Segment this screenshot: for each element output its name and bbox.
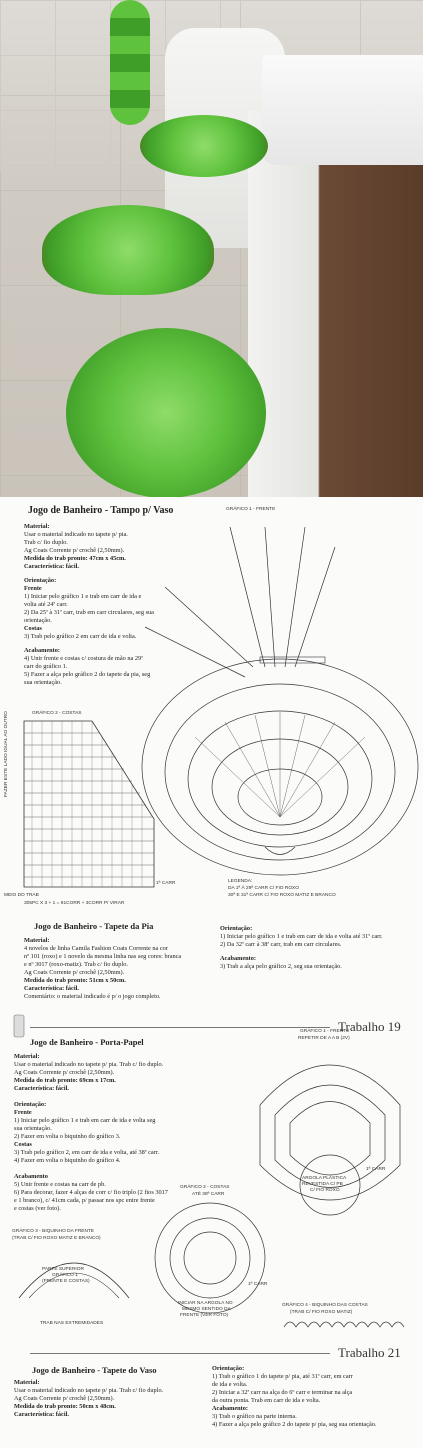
iniciar-label-2: MESMO SENTIDO DA <box>182 1307 231 1312</box>
thread-spool-icon <box>12 1013 26 1039</box>
porta-g2-sub: ATÉ 38ª CARR <box>192 1192 225 1197</box>
porta-g3-sub: (TRAB C/ FIO ROXO MATIZ E BRANCO) <box>12 1236 101 1241</box>
porta-g1-sub: REPETIR DE A A B (2V) <box>298 1036 350 1041</box>
chart-porta-g2 <box>150 1200 270 1315</box>
chart-porta-g1 <box>250 1045 410 1225</box>
work-number-19: Trabalho 19 <box>338 1019 401 1034</box>
pattern-page-2 <box>0 917 423 1448</box>
work-number-21: Trabalho 21 <box>338 1345 401 1360</box>
porta-g4-label: GRÁFICO 4 - BIQUINHO DAS COSTAS <box>282 1303 368 1308</box>
argola-label-3: C/ FIO ROXO <box>310 1188 340 1193</box>
pia-title: Jogo de Banheiro - Tapete da Pia <box>34 921 154 931</box>
sink <box>262 55 423 165</box>
porta-g1-label: GRÁFICO 1 - FRENTE <box>300 1029 350 1034</box>
g1-label: GRÁFICO 1 - FRENTE <box>226 507 276 512</box>
pattern-page-tampo <box>0 497 423 917</box>
vaso-title: Jogo de Banheiro - Tapete do Vaso <box>32 1365 157 1375</box>
meio-label: MEIO DO TRAB <box>4 893 39 898</box>
pia-instructions: Material: 4 novelos de linha Camila Fashion Coats Corrente na cor nº 101 (roxo) e 1 novelo da mesma linha nas seg cores: branca e nº 3017 (roxo-matiz). Trab c/ fio duplo. Ag Coats Corrente p/ crochê (2,50mm). Medida do trab pronto: 51cm x 50cm. Característica: fácil. Comentário: o material indicado é p/ o jogo completo. <box>24 937 182 1000</box>
sink-cabinet <box>248 110 423 497</box>
porta-g1-carr1: 1ª CARR <box>366 1167 386 1172</box>
chart-porta-g4 <box>282 1317 412 1329</box>
extrem-label: TRAB NAS EXTREMIDADES <box>40 1321 104 1326</box>
chart-g1-frente <box>135 517 420 877</box>
parte-label-1: PARTE SUPERIOR <box>42 1267 84 1272</box>
vaso-orientation: Orientação: 1) Trab o gráfico 1 do tapete p/ pia, até 31ª carr, em carr de ida e volta. 2) Iniciar a 32ª carr na alça do 6º carr e terminar na alça da outra ponta. Trab em carr de ida e volta. Acabamento: 3) Trab o gráfico na parte interna. 4) Fazer a alça pelo gráfico 2 do tapete p/ pia, seg sua orientação. <box>212 1365 377 1428</box>
legend-title: LEGENDA: <box>228 879 253 884</box>
iniciar-label-3: FRENTE (VER FOTO) <box>180 1313 229 1318</box>
tampo-title: Jogo de Banheiro - Tampo p/ Vaso <box>28 505 174 516</box>
g2-carr1: 1ª CARR <box>156 881 176 886</box>
legend-item-2: 30ª E 31ª CARR C/ FIO ROXO MATIZ E BRANCO <box>228 893 336 898</box>
side-label: FAZER ESTE LADO IGUAL AO OUTRO <box>4 711 9 797</box>
argola-label-1: ARGOLA PLÁSTICA <box>302 1176 347 1181</box>
base-label: 305PC X 3 + 1 = 91CORR + 3CORR P/ VIRAR <box>24 901 125 906</box>
crochet-sink-mat <box>66 328 266 497</box>
parte-label-3: (FRENTE E COSTAS) <box>42 1279 90 1284</box>
porta-g2-carr1: 1ª CARR <box>248 1282 268 1287</box>
porta-g2-label: GRÁFICO 2 - COSTAS <box>180 1185 230 1190</box>
porta-title: Jogo de Banheiro - Porta-Papel <box>30 1037 144 1047</box>
tampo-instructions: Material: Usar o material indicado no tapete p/ pia. Trab c/ fio duplo. Ag Coats Corrente p/ crochê (2,50mm). Medida do trab pronto: 47cm x 45cm. Característica: fácil. Orientação: Frente 1) Iniciar pelo gráfico 1 e trab em carr de ida e volta até 24ª carr. 2) Da 25ª à 31ª carr, trab em carr circulares, seg sua orientação. Costas 3) Trab pelo gráfico 2 em carr de ida e volta. Acabamento: 4) Unir frente e costas c/ costura de mão na 29ª carr do gráfico 1. 5) Fazer a alça pelo gráfico 2 do tapete da pia, seg sua orientação. <box>24 523 154 686</box>
divider-2 <box>30 1353 330 1354</box>
porta-g4-sub: (TRAB C/ FIO ROXO MATIZ) <box>290 1310 353 1315</box>
argola-label-2: REVESTIDA C/ PB <box>302 1182 343 1187</box>
g2-label: GRÁFICO 2 - COSTAS <box>32 711 82 716</box>
divider <box>30 1027 330 1028</box>
crochet-paper-holder <box>110 0 150 125</box>
pia-orientation: Orientação: 1) Iniciar pelo gráfico 1 e trab em carr de ida e volta até 31ª carr. 2) Da 32ª carr à 38ª carr, trab em carr circulares. Acabamento: 3) Trab a alça pelo gráfico 2, seg sua orientação. <box>220 925 383 970</box>
iniciar-label-1: INICIAR NA ARGOLA NO <box>178 1301 233 1306</box>
crochet-bathroom-set-photo <box>0 0 423 497</box>
crochet-lid-cover <box>140 115 268 177</box>
legend-item-1: DA 1ª À 29ª CARR C/ FIO ROXO <box>228 886 299 891</box>
parte-label-2: GRÁFICO 1 <box>52 1273 78 1278</box>
vaso-instructions: Material: Usar o material indicado no tapete p/ pia. Trab c/ fio duplo. Ag Coats Corrente p/ crochê (2,50mm). Medida do trab pronto: 50cm x 48cm. Característica: fácil. <box>14 1379 164 1418</box>
crochet-toilet-mat <box>42 205 214 295</box>
porta-instructions: Material: Usar o material indicado no tapete p/ pia. Trab c/ fio duplo. Ag Coats Corrente p/ crochê (2,50mm). Medida do trab pronto: 69cm x 17cm. Característica: fácil. Orientação: Frente 1) Iniciar pelo gráfico 1 e trab em carr de ida e volta seg sua orientação. 2) Fazer em volta o biquinho do gráfico 3. Costas 3) Trab pelo gráfico 2, em carr de ida e volta, até 38ª carr. 4) Fazer em volta o biquinho do gráfico 4. Acabamento 5) Unir frente e costas na carr de pb. 6) Para decorar, fazer 4 alças de corr c/ fio triplo (2 fios 3017 e 1 branco), c/ 41cm cada, p/ passar nos spc entre frente e costas (ver foto). <box>14 1053 168 1212</box>
porta-g3-label: GRÁFICO 3 - BIQUINHO DA FRENTE <box>12 1229 95 1234</box>
